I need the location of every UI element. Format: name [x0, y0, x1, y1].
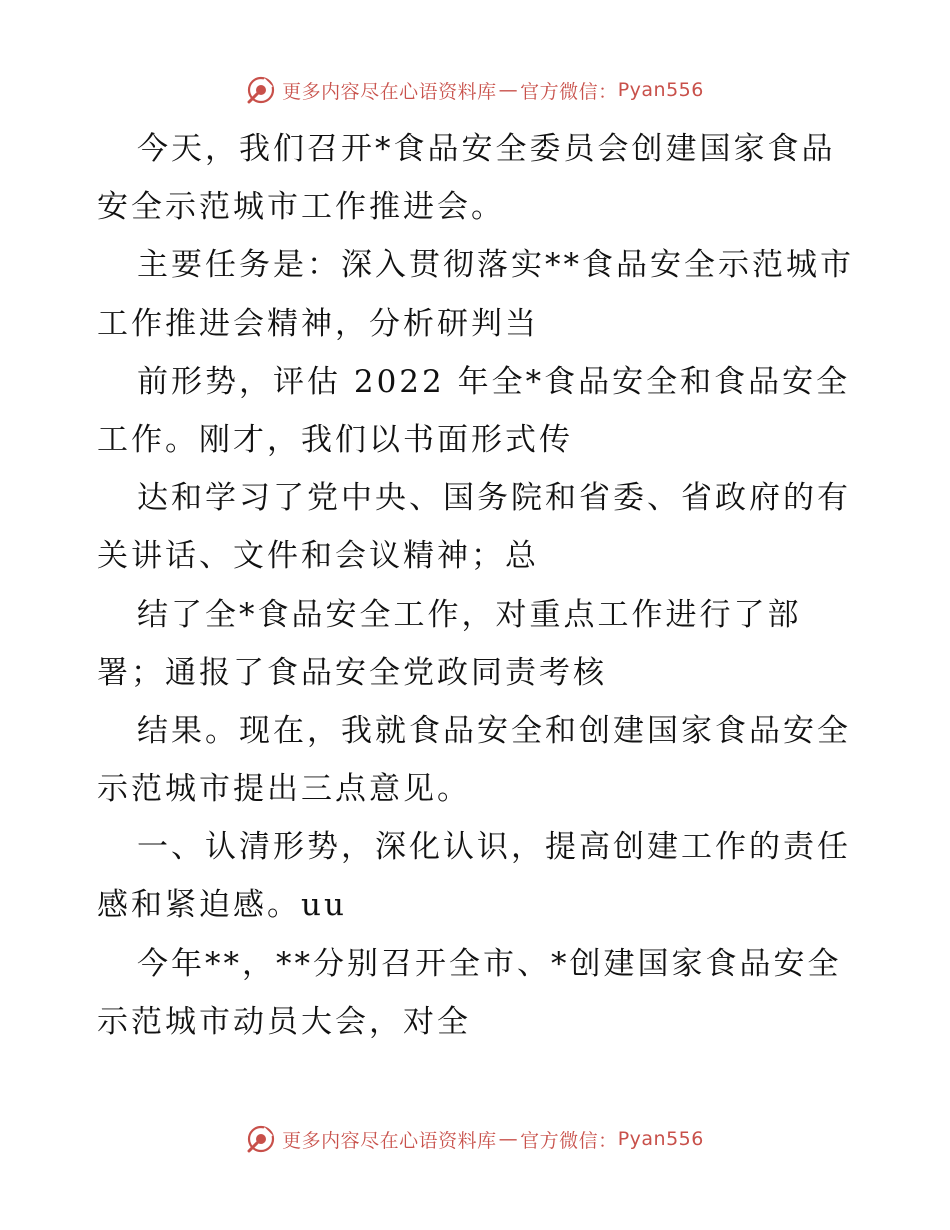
text-line: 前形势，评估 2022 年全*食品安全和食品安全: [137, 363, 851, 400]
watermark-contact-id: Pyan556: [617, 1128, 704, 1150]
text-line: 达和学习了党中央、国务院和省委、省政府的有: [137, 480, 851, 517]
text-line: 示范城市提出三点意见。: [97, 771, 471, 808]
text-line: 今年**，**分别召开全市、*创建国家食品安全: [137, 945, 842, 982]
text-line: 工作。刚才，我们以书面形式传: [97, 421, 573, 458]
text-line: 一、认清形势，深化认识，提高创建工作的责任: [137, 829, 851, 866]
text-line: 关讲话、文件和会议精神；总: [97, 538, 539, 575]
text-line: 结果。现在，我就食品安全和创建国家食品安全: [137, 712, 851, 749]
text-line: 今天，我们召开*食品安全委员会创建国家食品: [137, 131, 836, 167]
watermark-text: 更多内容尽在心语资料库: [282, 1129, 497, 1152]
text-line: 感和紧迫感。uu: [97, 887, 347, 924]
watermark-contact-id: Pyan556: [617, 79, 704, 101]
watermark-contact-label: 官方微信：: [520, 1129, 618, 1152]
footer-watermark: [0, 1119, 950, 1159]
text-line: 结了全*食品安全工作，对重点工作进行了部: [137, 596, 802, 633]
watermark-separator: —: [498, 1128, 519, 1150]
watermark-text: 更多内容尽在心语资料库: [282, 80, 497, 103]
text-line: 工作推进会精神，分析研判当: [97, 305, 539, 342]
watermark-separator: —: [498, 79, 519, 101]
header-watermark: [0, 70, 950, 110]
text-line: 安全示范城市工作推进会。: [97, 189, 505, 226]
watermark-contact-label: 官方微信：: [520, 80, 618, 103]
pen-logo-icon: [246, 1124, 276, 1154]
text-line: 主要任务是：深入贯彻落实**食品安全示范城市: [137, 247, 854, 284]
document-body: [97, 120, 857, 1051]
pen-logo-icon: [246, 75, 276, 105]
text-line: 示范城市动员大会，对全: [97, 1003, 471, 1040]
text-line: 署；通报了食品安全党政同责考核: [97, 654, 607, 691]
